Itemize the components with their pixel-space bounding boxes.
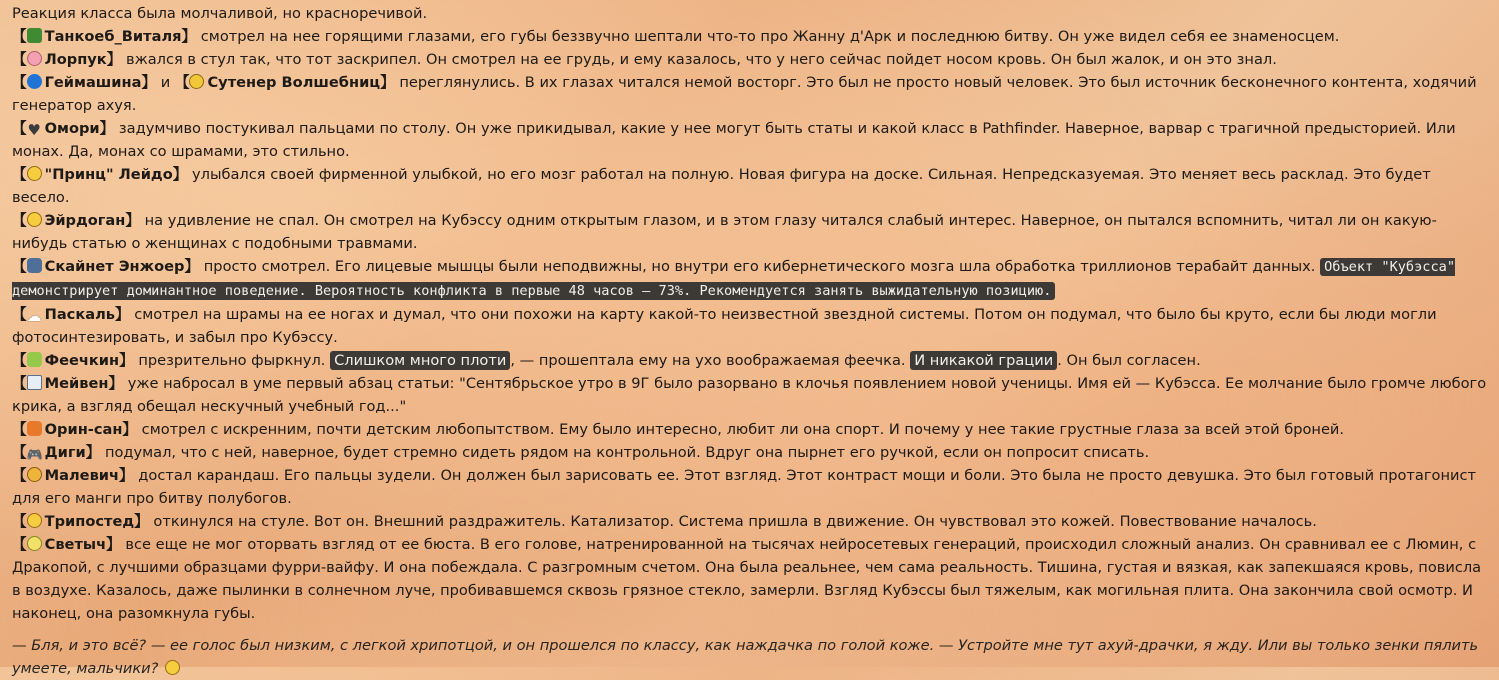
- message-meiven: 【 Мейвен】 уже набросал в уме первый абзац статьи: "Сентябрьское утро в 9Г было разорвано в клочья появлением новой ученицы. Имя ей — Кубэсса. Ее молчание было громче любого крика, а взгляд обещал нескучный учебный год...": [12, 375, 1487, 415]
- tank-icon: [27, 28, 42, 43]
- author-name[interactable]: Сутенер Волшебниц: [207, 74, 381, 91]
- message-lorpuk: 【 Лорпук】 вжался в стул так, что тот заскрипел. Он смотрел на ее грудь, и ему казалось, что у него сейчас пойдет носом кровь. Он был жалок, и он это знал.: [12, 51, 1277, 68]
- blue-circle-icon: [27, 74, 42, 89]
- pig-icon: [27, 51, 42, 66]
- message-text-mid: , — прошептала ему на ухо воображаемая феечка.: [510, 352, 906, 369]
- message-text: презрительно фыркнул.: [138, 352, 326, 369]
- glasses-face-icon: [189, 74, 204, 89]
- message-text: уже набросал в уме первый абзац статьи: "Сентябрьское утро в 9Г было разорвано в клочья появлением новой ученицы. Имя ей — Кубэсса. Ее молчание было громче любого крика, а взгляд обещал нескучный учебный год...": [12, 375, 1487, 415]
- message-text: откинулся на стуле. Вот он. Внешний раздражитель. Катализатор. Система пришла в движение. Он чувствовал это кожей. Повествование началось.: [153, 513, 1317, 530]
- author-name[interactable]: Мейвен: [44, 375, 109, 392]
- message-text: просто смотрел. Его лицевые мышцы были неподвижны, но внутри его кибернетического мозга шла обработка триллионов терабайт данных.: [203, 258, 1316, 275]
- message-omori: 【♥ Омори】 задумчиво постукивал пальцами по столу. Он уже прикидывал, какие у нее могут быть статы и какой класс в Pathfinder. Наверное, варвар с трагичной предысторией. Или монах. Да, монах со шрамами, это стильно.: [12, 117, 1490, 163]
- message-text: задумчиво постукивал пальцами по столу. Он уже прикидывал, какие у нее могут быть статы и какой класс в Pathfinder. Наверное, варвар с трагичной предысторией. Или монах. Да, монах со шрамами, это стильно.: [12, 120, 1456, 160]
- message-text: все еще не мог оторвать взгляд от ее бюста. В его голове, натренированной на тысячах нейросетевых генераций, происходил сложный анализ. Он сравнивал ее с Люмин, с Дракопой, с лучшими образцами фурри-вайфу. И она побеждала. С разгромным счетом. Она была реальнее, чем сама реальность. Тишина, густая и вязкая, как запекшаяся кровь, повисла в воздухе. Казалось, даже пылинки в солнечном луче, пробивавшемся сквозь грязное стекло, замерли. Взгляд Кубэссы был тяжелым, как могильная плита. Она закончила свой осмотр. И наконец, она разомкнула губы.: [12, 536, 1482, 622]
- message-text: на удивление не спал. Он смотрел на Кубэссу одним открытым глазом, и в этом глазу читался слабый интерес. Наверное, он пытался вспомнить, читал ли он какую-нибудь статью о женщинах с подобными травмами.: [12, 212, 1437, 252]
- author-name[interactable]: Эйрдоган: [44, 212, 126, 229]
- highlight-span: Слишком много плоти: [330, 351, 510, 370]
- message-eirdogan: 【 Эйрдоган】 на удивление не спал. Он смотрел на Кубэссу одним открытым глазом, и в этом глазу читался слабый интерес. Наверное, он пытался вспомнить, читал ли он какую-нибудь статью о женщинах с подобными травмами.: [12, 212, 1437, 252]
- author-name[interactable]: Танкоеб_Виталя: [44, 28, 182, 45]
- message-skynet: 【 Скайнет Энжоер】 просто смотрел. Его лицевые мышцы были неподвижны, но внутри его кибернетического мозга шла обработка триллионов терабайт данных. Объект "Кубэсса" демонстрирует доминантное поведение. Вероятность конфликта в первые 48 часов — 73%. Рекомендуется занять выжидательную позицию.: [12, 258, 1456, 299]
- outro-line: — Бля, и это всё? — ее голос был низким, с легкой хрипотцой, и он прошелся по классу, как наждачка по голой коже. — Устройте мне тут ахуй-драчки, я жду. Или вы только зенки пялить умеете, мальчики?: [12, 637, 1479, 677]
- message-svetych: 【 Светыч】 все еще не мог оторвать взгляд от ее бюста. В его голове, натренированной на тысячах нейросетевых генераций, происходил сложный анализ. Он сравнивал ее с Люмин, с Дракопой, с лучшими образцами фурри-вайфу. И она побеждала. С разгромным счетом. Она была реальнее, чем сама реальность. Тишина, густая и вязкая, как запекшаяся кровь, повисла в воздухе. Казалось, даже пылинки в солнечном луче, пробивавшемся сквозь грязное стекло, замерли. Взгляд Кубэссы был тяжелым, как могильная плита. Она закончила свой осмотр. И наконец, она разомкнула губы.: [12, 536, 1482, 622]
- message-text: переглянулись. В их глазах читался немой восторг. Это был не просто новый человек. Это был источник бесконечного контента, ходячий генератор ахуя.: [12, 74, 1477, 114]
- author-name[interactable]: Феечкин: [44, 352, 120, 369]
- author-name[interactable]: Скайнет Энжоер: [44, 258, 185, 275]
- message-leido: 【 "Принц" Лейдо】 улыбался своей фирменной улыбкой, но его мозг работал на полную. Новая фигура на доске. Сильная. Непредсказуемая. Это меняет весь расклад. Это будет весело.: [12, 166, 1431, 206]
- message-text: достал карандаш. Его пальцы зудели. Он должен был зарисовать ее. Этот взгляд. Этот контраст мощи и боли. Это была не просто девушка. Это был готовый протагонист для его манги про битву полубогов.: [12, 467, 1477, 507]
- message-text: подумал, что с ней, наверное, будет стремно сидеть рядом на контрольной. Вдруг она пырнет его ручкой, если он попросит списать.: [104, 444, 1150, 461]
- author-name[interactable]: Геймашина: [44, 74, 142, 91]
- author-name[interactable]: Светыч: [44, 536, 107, 553]
- message-text: вжался в стул так, что тот заскрипел. Он смотрел на ее грудь, и ему казалось, что у него сейчас пойдет носом кровь. Он был жалок, и он это знал.: [125, 51, 1277, 68]
- dizzy-face-icon: [27, 212, 42, 227]
- message-orin: 【 Орин-сан】 смотрел с искренним, почти детским любопытством. Ему было интересно, любит ли она спорт. И почему у нее такие грустные глаза за всей этой броней.: [12, 421, 1345, 438]
- fairy-icon: [27, 352, 42, 367]
- smile-icon: [27, 166, 42, 181]
- message-paskal: 【☁ Паскаль】 смотрел на шрамы на ее ногах и думал, что они похожи на карту какой-то неизвестной звездной системы. Потом он подумал, что было бы круто, если бы люди могли фотосинтезировать, и забыл про Кубэссу.: [12, 303, 1490, 349]
- author-name[interactable]: Малевич: [44, 467, 120, 484]
- smirk-face-icon: [165, 660, 180, 675]
- cloud-icon: [27, 309, 42, 324]
- message-digi: 【🎮 Диги】 подумал, что с ней, наверное, будет стремно сидеть рядом на контрольной. Вдруг она пырнет его ручкой, если он попросит списать.: [12, 441, 1490, 464]
- fox-icon: [27, 421, 42, 436]
- black-heart-icon: [27, 123, 42, 138]
- message-feechkin: 【 Феечкин】 презрительно фыркнул. Слишком много плоти , — прошептала ему на ухо воображаемая феечка. И никакой грации . Он был согласен.: [12, 352, 1201, 369]
- highlight-span: И никакой грации: [910, 351, 1057, 370]
- message-text: смотрел на шрамы на ее ногах и думал, что они похожи на карту какой-то неизвестной звездной системы. Потом он подумал, что было бы круто, если бы люди могли фотосинтезировать, и забыл про Кубэссу.: [12, 306, 1437, 346]
- author-name[interactable]: Трипостед: [44, 513, 135, 530]
- author-name[interactable]: Омори: [44, 120, 100, 137]
- author-name[interactable]: Орин-сан: [44, 421, 123, 438]
- robot-icon: [27, 258, 42, 273]
- message-malevich: 【 Малевич】 достал карандаш. Его пальцы зудели. Он должен был зарисовать ее. Этот взгляд. Этот контраст мощи и боли. Это была не просто девушка. Это был готовый протагонист для его манги про битву полубогов.: [12, 467, 1477, 507]
- message-text: улыбался своей фирменной улыбкой, но его мозг работал на полную. Новая фигура на доске. Сильная. Непредсказуемая. Это меняет весь расклад. Это будет весело.: [12, 166, 1431, 206]
- message-text-end: . Он был согласен.: [1057, 352, 1201, 369]
- bulb-face-icon: [27, 536, 42, 551]
- message-triposted: 【 Трипостед】 откинулся на стуле. Вот он. Внешний раздражитель. Катализатор. Система пришла в движение. Он чувствовал это кожей. Повествование началось.: [12, 513, 1317, 530]
- intro-line: Реакция класса была молчаливой, но красноречивой.: [12, 5, 428, 22]
- message-tankoeb: 【 Танкоеб_Виталя】 смотрел на нее горящими глазами, его губы беззвучно шептали что-то про Жанну д'Арк и последнюю битву. Он уже видел себя ее знаменосцем.: [12, 28, 1340, 45]
- message-text: смотрел на нее горящими глазами, его губы беззвучно шептали что-то про Жанну д'Арк и последнюю битву. Он уже видел себя ее знаменосцем.: [200, 28, 1340, 45]
- mushroom-icon: [27, 467, 42, 482]
- author-name[interactable]: Диги: [44, 444, 86, 461]
- author-name[interactable]: Паскаль: [44, 306, 115, 323]
- conjunction: и: [160, 74, 171, 91]
- chat-log: [12, 2, 1490, 680]
- gamepad-icon: [27, 448, 42, 463]
- author-name[interactable]: Лорпук: [44, 51, 107, 68]
- thinking-face-icon: [27, 513, 42, 528]
- message-text: смотрел с искренним, почти детским любопытством. Ему было интересно, любит ли она спорт. И почему у нее такие грустные глаза за всей этой броней.: [141, 421, 1345, 438]
- message-geimashina: 【 Геймашина】 и 【 Сутенер Волшебниц】 переглянулись. В их глазах читался немой восторг. Это был не просто новый человек. Это был источник бесконечного контента, ходячий генератор ахуя.: [12, 74, 1477, 114]
- inline-code-block: Объект "Кубэсса" демонстрирует доминантное поведение. Вероятность конфликта в первые 48 часов — 73%. Рекомендуется занять выжидательную позицию.: [12, 259, 1456, 299]
- newspaper-icon: [27, 375, 42, 390]
- author-name[interactable]: "Принц" Лейдо: [44, 166, 173, 183]
